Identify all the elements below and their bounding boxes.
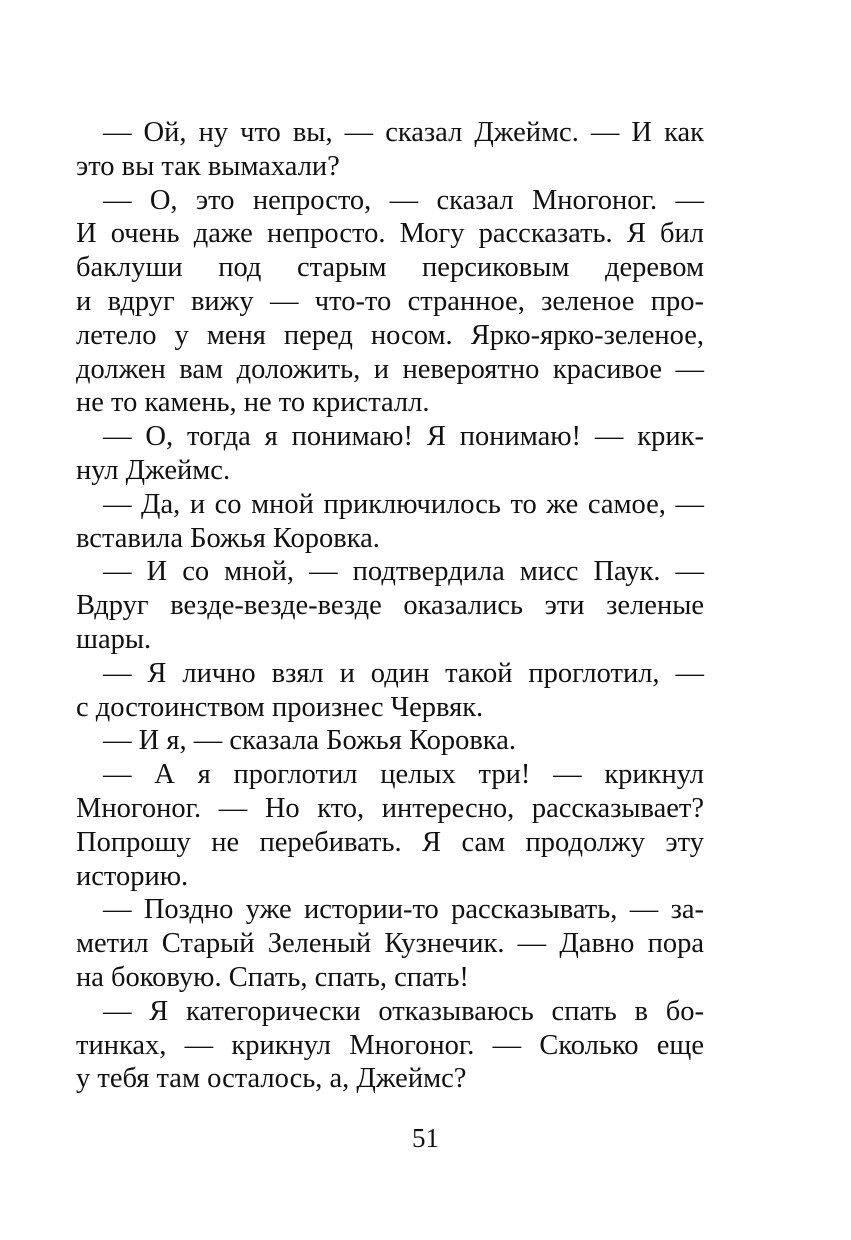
text-line: историю.: [76, 860, 189, 892]
paragraph: [76, 657, 704, 725]
paragraph: [76, 116, 704, 184]
text-line: Вдруг везде-везде-везде оказались эти зеленые: [76, 590, 704, 622]
text-line: — Да, и со мной приключилось то же самое, —: [103, 488, 704, 520]
text-line: — О, тогда я понимаю! Я понимаю! — крик-: [103, 421, 704, 453]
text-line: у тебя там осталось, а, Джеймс?: [76, 1063, 467, 1095]
text-line: это вы так вымахали?: [76, 150, 340, 182]
text-line: Попрошу не перебивать. Я сам продолжу эту: [76, 826, 704, 858]
text-line: И очень даже непросто. Могу рассказать. Я бил: [76, 218, 704, 250]
text-line: — Поздно уже истории-то рассказывать, — за-: [103, 894, 704, 926]
text-line: тинках, — крикнул Многоног. — Сколько еще: [76, 1029, 704, 1061]
paragraph: [76, 893, 704, 994]
text-line: должен вам доложить, и невероятно красивое —: [76, 353, 704, 385]
text-line: летело у меня перед носом. Ярко-ярко-зеленое,: [76, 319, 704, 351]
paragraph: [76, 995, 704, 1096]
text-line: — О, это непросто, — сказал Многоног. —: [103, 184, 704, 216]
text-line: на боковую. Спать, спать, спать!: [76, 961, 469, 993]
text-line: — Ой, ну что вы, — сказал Джеймс. — И как: [103, 117, 704, 148]
text-line: нул Джеймс.: [76, 454, 231, 486]
text-line: и вдруг вижу — что-то странное, зеленое про-: [76, 285, 704, 317]
text-line: метил Старый Зеленый Кузнечик. — Давно пора: [76, 928, 704, 960]
text-line: — Я категорически отказываюсь спать в бо-: [103, 995, 704, 1027]
text-line: — Я лично взял и один такой проглотил, —: [103, 657, 704, 689]
text-line: — И со мной, — подтвердила мисс Паук. —: [103, 556, 704, 588]
paragraph: [76, 555, 704, 656]
page-number: 51: [412, 1123, 439, 1153]
paragraph: [76, 758, 704, 893]
text-line: баклуши под старым персиковым деревом: [76, 252, 704, 284]
text-line: — И я, — сказала Божья Коровка.: [103, 725, 516, 757]
text-line: вставила Божья Коровка.: [76, 522, 380, 554]
page-body-text: [76, 116, 704, 1096]
paragraph: [76, 420, 704, 488]
paragraph: [76, 488, 704, 556]
text-line: не то камень, не то кристалл.: [76, 387, 430, 419]
paragraph: [76, 184, 704, 421]
text-line: — А я проглотил целых три! — крикнул: [103, 759, 704, 791]
text-line: с достоинством произнес Червяк.: [76, 691, 484, 723]
paragraph: [76, 724, 704, 758]
text-line: Многоног. — Но кто, интересно, рассказывает?: [76, 792, 704, 824]
text-line: шары.: [76, 623, 152, 655]
